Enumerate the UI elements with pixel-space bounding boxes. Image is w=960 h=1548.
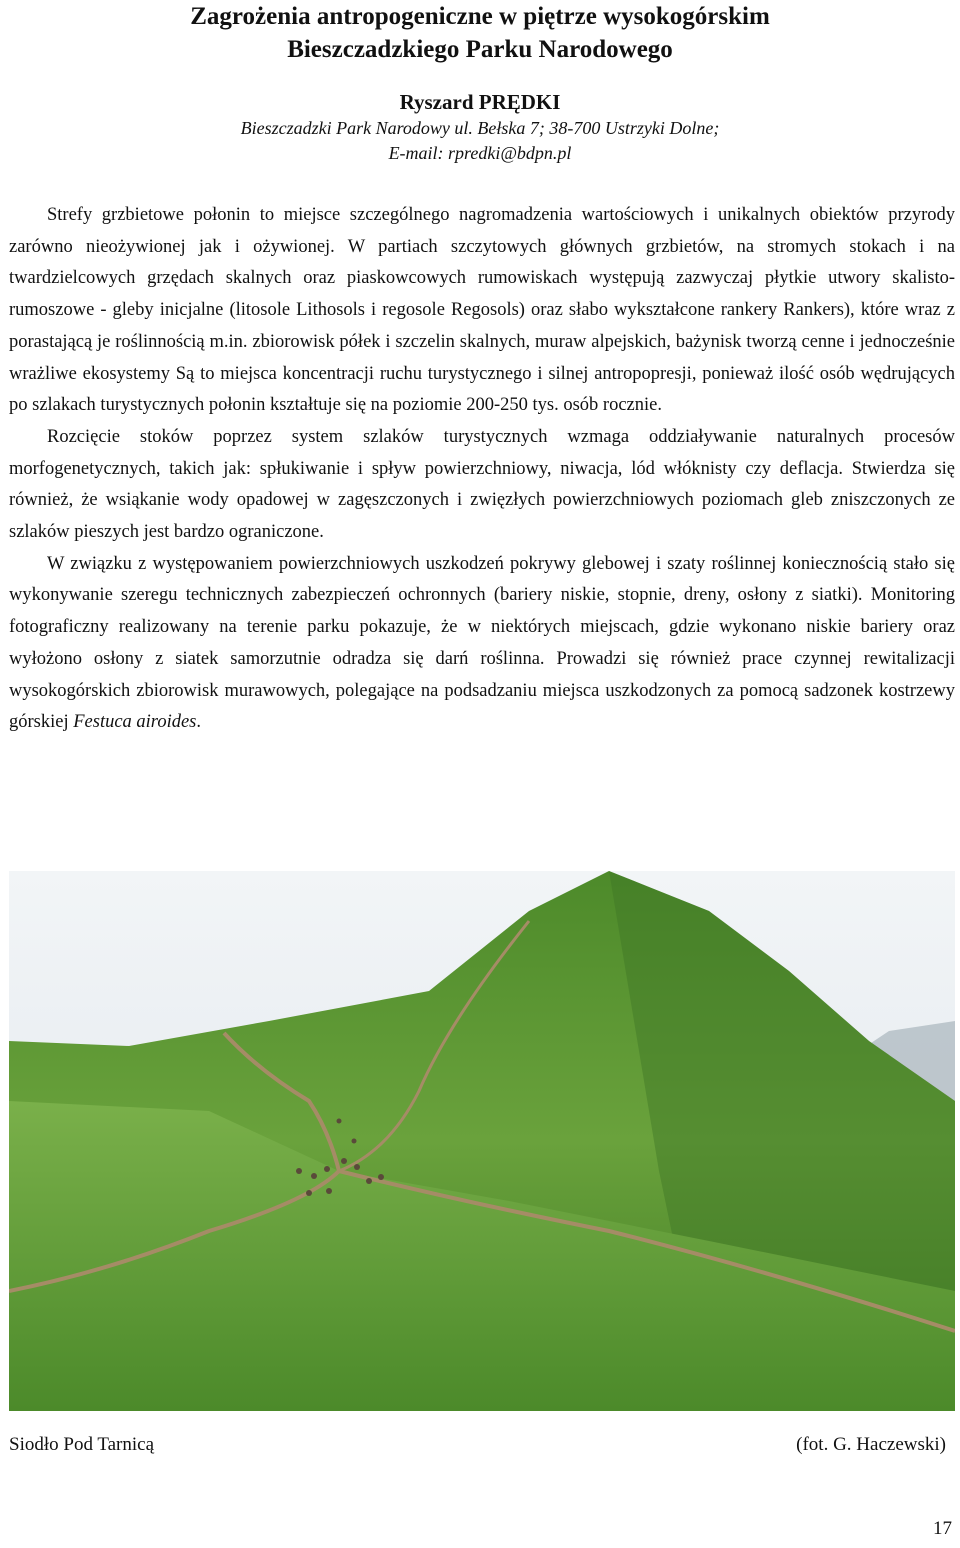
title-line-2: Bieszczadzkiego Parku Narodowego: [287, 36, 673, 63]
page-number: 17: [933, 1518, 952, 1539]
paragraph-2: Rozcięcie stoków poprzez system szlaków turystycznych wzmaga oddziaływanie naturalnych procesów morfogenetycznych, takich jak: spłukiwanie i spływ powierzchniowy, niwacja, lód włóknisty czy deflacja. Stwierdza się również, że wsiąkanie wody opadowej w zagęszczonych i zwięzłych powierzchniowych poziomach gleb zniszczonych ze szlaków pieszych jest bardzo ograniczone.: [9, 426, 955, 543]
photo-caption: Siodło Pod Tarnicą: [9, 1434, 155, 1455]
paragraph-3-end: .: [196, 712, 201, 733]
affiliation-address: Bieszczadzki Park Narodowy ul. Bełska 7; 38-700 Ustrzyki Dolne;: [240, 118, 720, 138]
author-name: Ryszard PRĘDKI: [399, 90, 561, 114]
paper-title: [0, 0, 960, 66]
paragraph-3-text: W związku z występowaniem powierzchniowych uszkodzeń pokrywy glebowej i szaty roślinnej koniecznością stało się wykonywanie szeregu technicznych zabezpieczeń ochronnych (bariery niskie, stopnie, dreny, osłony z siatki). Monitoring fotograficzny realizowany na terenie parku pokazuje, że w niektórych miejscach, gdzie wykonano niskie bariery oraz wyłożono osłony z siatek samorzutnie odradza się darń roślinna. Prowadzi się również prace czynnej rewitalizacji wysokogórskich zbiorowisk murawowych, polegające na podsadzaniu miejsca uszkodzonych za pomocą sadzonek kostrzewy górskiej: [9, 553, 955, 733]
species-name: Festuca airoides: [73, 712, 197, 733]
affiliation-email: E-mail: rpredki@bdpn.pl: [388, 143, 572, 163]
title-line-1: Zagrożenia antropogeniczne w piętrze wysokogórskim: [190, 3, 770, 30]
article-body: [9, 200, 955, 739]
photo-credit: (fot. G. Haczewski): [796, 1434, 946, 1455]
paragraph-1: Strefy grzbietowe połonin to miejsce szczególnego nagromadzenia wartościowych i unikalnych obiektów przyrody zarówno nieożywionej jak i ożywionej. W partiach szczytowych głównych grzbietów, na stromych stokach i na twardzielcowych grzędach skalnych oraz piaskowcowych rumowiskach występują zazwyczaj płytkie utwory skalisto-rumoszowe - gleby inicjalne (litosole Lithosols i regosole Regosols) oraz słabo wykształcone rankery Rankers), które wraz z porastającą je roślinnością m.in. zbiorowisk półek i szczelin skalnych, muraw alpejskich, bażynisk tworzą cenne i jednocześnie wrażliwe ekosystemy Są to miejsca koncentracji ruchu turystycznego i silnej antropopresji, ponieważ ilość osób wędrujących po szlakach turystycznych połonin kształtuje się na poziomie 200-250 tys. osób rocznie.: [9, 205, 955, 416]
paragraph-3: [9, 549, 955, 739]
mountain-photo: [9, 871, 955, 1411]
affiliation: [0, 116, 960, 166]
mountain-photo-illustration: [9, 871, 955, 1411]
